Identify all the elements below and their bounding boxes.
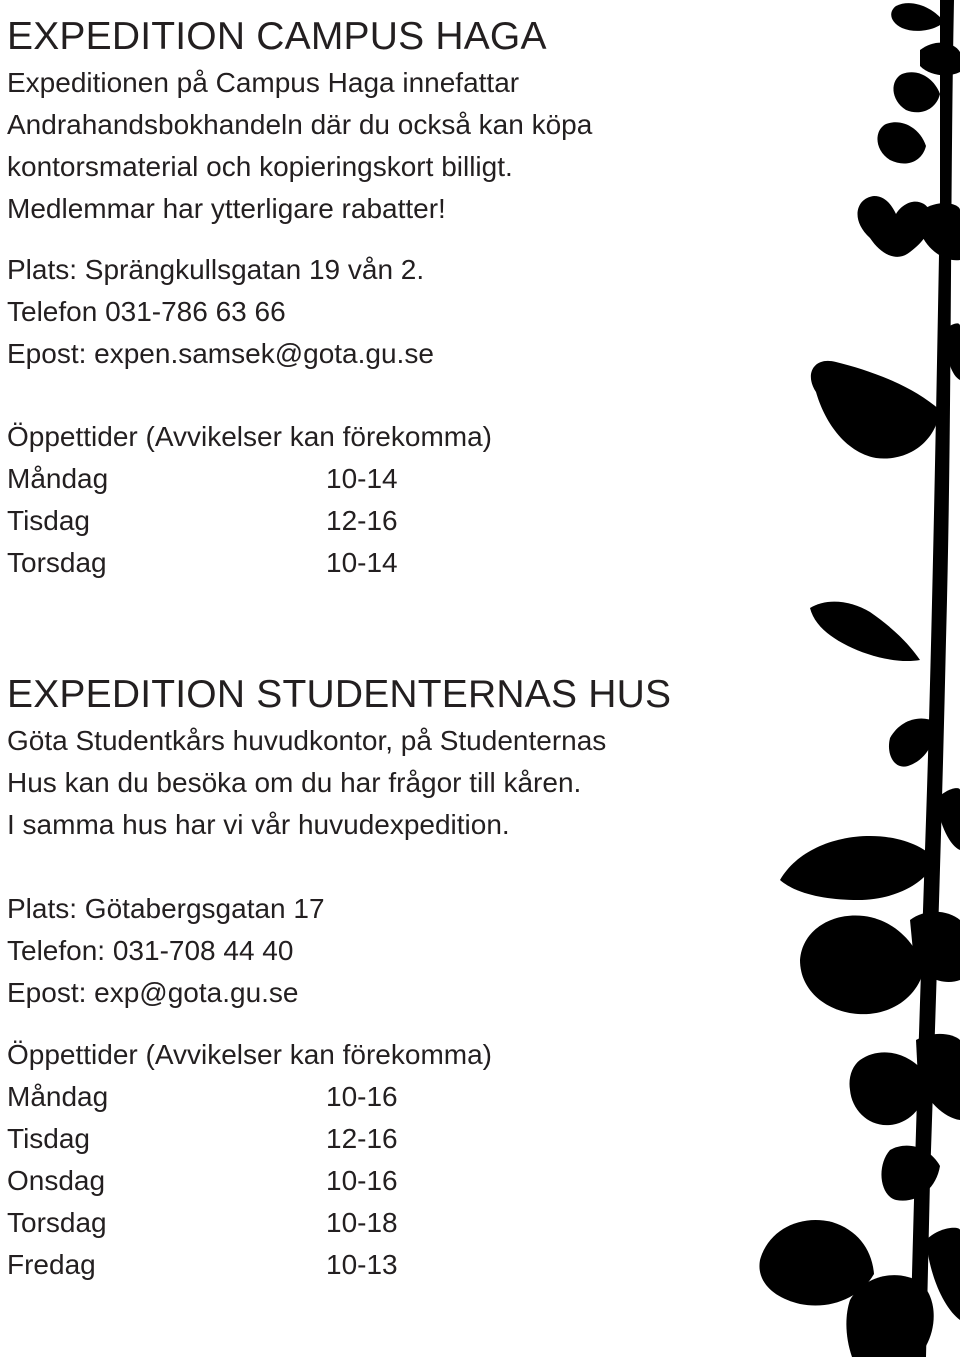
hours-day: Torsdag: [7, 547, 107, 578]
hours-time: 10-18: [326, 1207, 398, 1238]
section1-hours-title: Öppettider (Avvikelser kan förekomma): [7, 421, 492, 452]
hours-time: 10-13: [326, 1249, 398, 1280]
hours-time: 10-14: [326, 547, 398, 578]
hours-day: Måndag: [7, 1081, 109, 1112]
hours-time: 10-16: [326, 1165, 398, 1196]
hours-day: Onsdag: [7, 1165, 106, 1196]
section1-description-line: Andrahandsbokhandeln där du också kan köpa: [7, 109, 593, 140]
section2-description-line: I samma hus har vi vår huvudexpedition.: [7, 809, 510, 840]
section1-description-line: Medlemmar har ytterligare rabatter!: [7, 193, 446, 224]
hours-day: Tisdag: [7, 505, 91, 536]
section2-phone: Telefon: 031-708 44 40: [7, 935, 294, 966]
hours-time: 10-14: [326, 463, 398, 494]
hours-time: 12-16: [326, 1123, 398, 1154]
hours-time: 10-16: [326, 1081, 398, 1112]
plant-silhouette-decoration: [740, 0, 960, 1357]
section-title-studenternas-hus: EXPEDITION STUDENTERNAS HUS: [7, 673, 672, 716]
hours-day: Torsdag: [7, 1207, 107, 1238]
section2-hours-title: Öppettider (Avvikelser kan förekomma): [7, 1039, 492, 1070]
section1-description-line: Expeditionen på Campus Haga innefattar: [7, 67, 520, 98]
hours-time: 12-16: [326, 505, 398, 536]
section1-description-line: kontorsmaterial och kopieringskort billigt.: [7, 151, 513, 182]
section1-address: Plats: Sprängkullsgatan 19 vån 2.: [7, 254, 425, 285]
section2-description-line: Hus kan du besöka om du har frågor till kåren.: [7, 767, 582, 798]
hours-day: Fredag: [7, 1249, 96, 1280]
section2-description-line: Göta Studentkårs huvudkontor, på Studenternas: [7, 725, 607, 756]
hours-day: Måndag: [7, 463, 109, 494]
hours-day: Tisdag: [7, 1123, 91, 1154]
section-title-campus-haga: EXPEDITION CAMPUS HAGA: [7, 15, 547, 58]
section2-address: Plats: Götabergsgatan 17: [7, 893, 325, 924]
section1-phone: Telefon 031-786 63 66: [7, 296, 286, 327]
section2-email: Epost: exp@gota.gu.se: [7, 977, 299, 1008]
section1-email: Epost: expen.samsek@gota.gu.se: [7, 338, 434, 369]
